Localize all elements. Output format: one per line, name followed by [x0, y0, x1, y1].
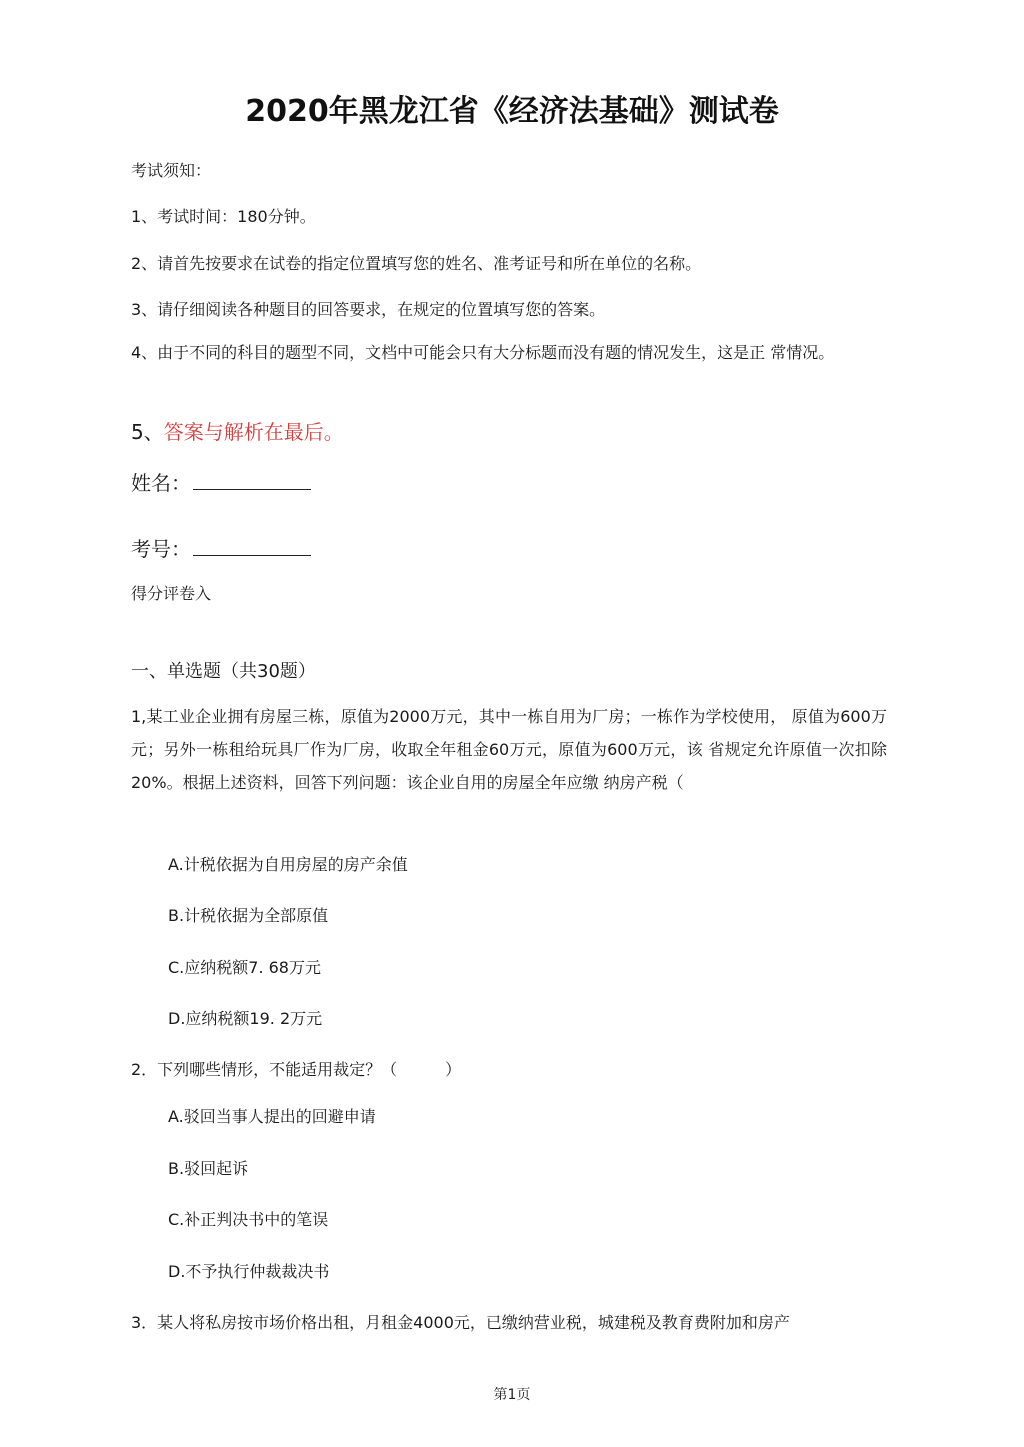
question-1-option-b: B.计税依据为全部原值 [168, 906, 329, 925]
exam-no-input-line[interactable] [193, 537, 311, 556]
exam-no-label: 考号： [131, 537, 191, 561]
instruction-item-3: 3、请仔细阅读各种题目的回答要求，在规定的位置填写您的答案。 [131, 300, 606, 319]
question-2-option-b: B.驳回起诉 [168, 1159, 249, 1178]
instruction-item-5-number: 5、 [131, 420, 164, 444]
question-1-option-a: A.计税依据为自用房屋的房产余值 [168, 855, 408, 874]
page-number: 第1页 [493, 1387, 531, 1403]
question-2-option-a: A.驳回当事人提出的回避申请 [168, 1107, 376, 1126]
score-label: 得分评卷入 [131, 584, 212, 603]
question-3-text: 3．某人将私房按市场价格出租，月租金4000元，已缴纳营业税，城建税及教育费附加和房产 [131, 1313, 790, 1332]
question-2-option-d: D.不予执行仲裁裁决书 [168, 1262, 330, 1281]
question-1-option-c: C.应纳税额7. 68万元 [168, 958, 321, 977]
exam-no-field-row [131, 533, 311, 562]
instruction-item-2: 2、请首先按要求在试卷的指定位置填写您的姓名、准考证号和所在单位的名称。 [131, 254, 702, 273]
name-input-line[interactable] [193, 471, 311, 490]
instructions-heading: 考试须知： [131, 161, 212, 180]
document-title: 2020年黑龙江省《经济法基础》测试卷 [245, 94, 779, 129]
question-2-text: 2．下列哪些情形，不能适用裁定？（ ） [131, 1060, 462, 1079]
instruction-item-1: 1、考试时间：180分钟。 [131, 207, 316, 226]
question-2-option-c: C.补正判决书中的笔误 [168, 1210, 329, 1229]
question-1-option-d: D.应纳税额19. 2万元 [168, 1009, 323, 1028]
question-1-text: 1,某工业企业拥有房屋三栋，原值为2000万元，其中一栋自用为厂房；一栋作为学校使用， 原值为600万元；另外一栋租给玩具厂作为厂房，收取全年租金60万元，原值为600万元，该 省规定允许原值一次扣除20%。根据上述资料，回答下列问题：该企业自用的房屋全年应缴 纳房产税（ [131, 707, 887, 792]
name-label: 姓名： [131, 471, 191, 495]
answer-note: 答案与解析在最后。 [163, 420, 344, 444]
instruction-item-4: 4、由于不同的科目的题型不同，文档中可能会只有大分标题而没有题的情况发生，这是正 常情况。 [131, 343, 835, 362]
name-field-row [131, 467, 311, 496]
instruction-item-5 [131, 416, 344, 445]
section-title: 一、单选题（共30题） [131, 661, 316, 682]
